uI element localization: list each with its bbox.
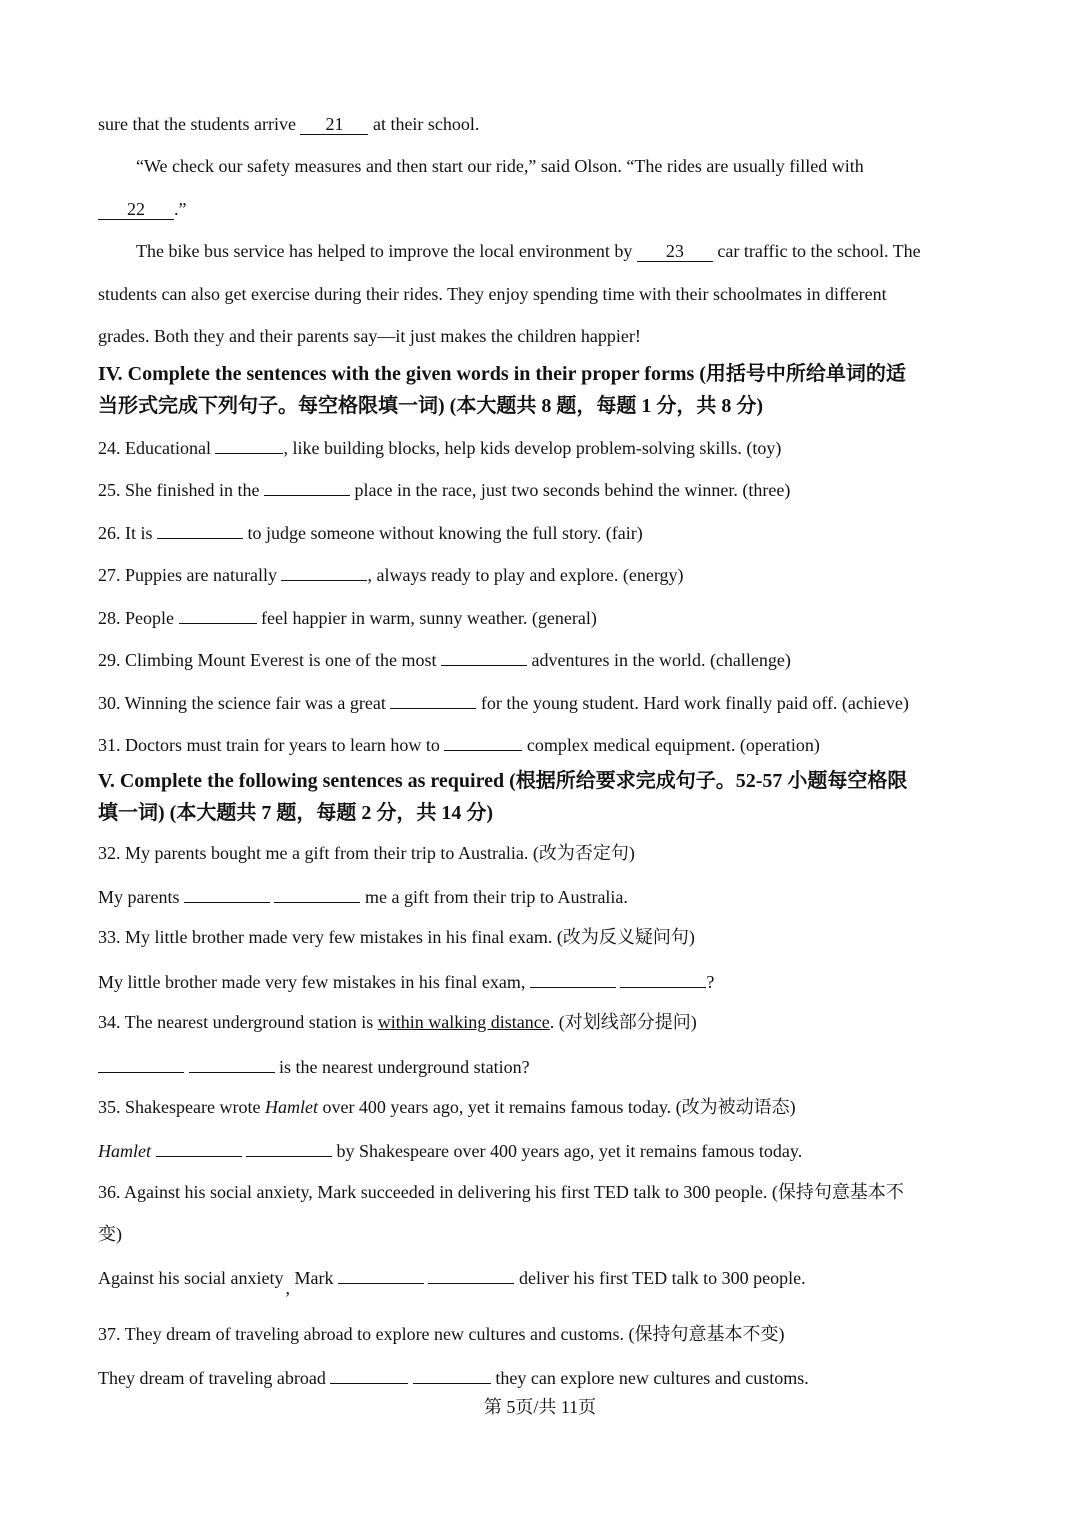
passage-line-5: students can also get exercise during their rides. They enjoy spending time with their schoolmates in different: [98, 284, 887, 304]
answer-blank[interactable]: [157, 519, 243, 539]
question-28: 28. People feel happier in warm, sunny weather. (general): [98, 604, 597, 630]
answer-blank[interactable]: [281, 561, 367, 581]
answer-37: They dream of traveling abroad they can explore new cultures and customs.: [98, 1364, 809, 1390]
question-29: 29. Climbing Mount Everest is one of the most adventures in the world. (challenge): [98, 646, 791, 672]
answer-32: My parents me a gift from their trip to Australia.: [98, 883, 628, 909]
question-31: 31. Doctors must train for years to learn how to complex medical equipment. (operation): [98, 731, 820, 757]
question-36-cont: 变): [98, 1224, 122, 1244]
section-5-heading: V. Complete the following sentences as required (根据所给要求完成句子。52-57 小题每空格限 填一词) (本大题共 7 题，每题 2 分，共 14 分): [98, 770, 908, 824]
blank-22[interactable]: 22: [98, 200, 174, 220]
answer-33: My little brother made very few mistakes in his final exam, ?: [98, 968, 714, 994]
question-25: 25. She finished in the place in the race, just two seconds behind the winner. (three): [98, 476, 790, 502]
answer-blank[interactable]: [98, 1053, 184, 1073]
question-34: 34. The nearest underground station is within walking distance. (对划线部分提问): [98, 1012, 697, 1032]
question-24: 24. Educational , like building blocks, help kids develop problem-solving skills. (toy): [98, 434, 781, 460]
answer-36: Against his social anxiety , Mark deliver his first TED talk to 300 people.: [98, 1264, 806, 1290]
section-4-heading: IV. Complete the sentences with the given words in their proper forms (用括号中所给单词的适 当形式完成下列句子。每空格限填一词) (本大题共 8 题，每题 1 分，共 8 分): [98, 363, 906, 417]
answer-35: Hamlet by Shakespeare over 400 years ago, yet it remains famous today.: [98, 1137, 802, 1163]
question-37: 37. They dream of traveling abroad to explore new cultures and customs. (保持句意基本不变): [98, 1324, 785, 1344]
answer-blank[interactable]: [264, 476, 350, 496]
blank-21[interactable]: 21: [300, 115, 368, 135]
answer-blank[interactable]: [274, 883, 360, 903]
answer-blank[interactable]: [390, 689, 476, 709]
passage-line-6: grades. Both they and their parents say—it just makes the children happier!: [98, 326, 641, 346]
passage-line-4: The bike bus service has helped to improve the local environment by 23 car traffic to the school. The: [136, 241, 921, 261]
page-number: 第 5页/共 11页: [483, 1397, 597, 1417]
question-35: 35. Shakespeare wrote Hamlet over 400 years ago, yet it remains famous today. (改为被动语态): [98, 1097, 796, 1117]
question-32: 32. My parents bought me a gift from their trip to Australia. (改为否定句): [98, 843, 635, 863]
underlined-phrase: within walking distance: [377, 1012, 550, 1032]
answer-blank[interactable]: [338, 1264, 424, 1284]
answer-blank[interactable]: [620, 968, 706, 988]
answer-34: is the nearest underground station?: [98, 1053, 530, 1079]
passage-line-3: 22 .”: [98, 197, 187, 221]
answer-blank[interactable]: [444, 731, 522, 751]
passage-line-2: “We check our safety measures and then start our ride,” said Olson. “The rides are usually filled with: [136, 156, 864, 176]
answer-blank[interactable]: [530, 968, 616, 988]
answer-blank[interactable]: [215, 434, 283, 454]
question-33: 33. My little brother made very few mistakes in his final exam. (改为反义疑问句): [98, 927, 695, 947]
answer-blank[interactable]: [184, 883, 270, 903]
question-27: 27. Puppies are naturally , always ready to play and explore. (energy): [98, 561, 684, 587]
question-36: 36. Against his social anxiety, Mark succeeded in delivering his first TED talk to 300 people. (保持句意基本不: [98, 1182, 904, 1202]
blank-23[interactable]: 23: [637, 242, 713, 262]
passage-line-1: sure that the students arrive 21 at their school.: [98, 114, 480, 134]
answer-blank[interactable]: [189, 1053, 275, 1073]
answer-blank[interactable]: [413, 1364, 491, 1384]
answer-blank[interactable]: [156, 1137, 242, 1157]
answer-blank[interactable]: [330, 1364, 408, 1384]
answer-blank[interactable]: [246, 1137, 332, 1157]
answer-blank[interactable]: [179, 604, 257, 624]
answer-blank[interactable]: [441, 646, 527, 666]
question-26: 26. It is to judge someone without knowing the full story. (fair): [98, 519, 643, 545]
answer-blank[interactable]: [428, 1264, 514, 1284]
question-30: 30. Winning the science fair was a great for the young student. Hard work finally paid off. (achieve): [98, 689, 909, 715]
